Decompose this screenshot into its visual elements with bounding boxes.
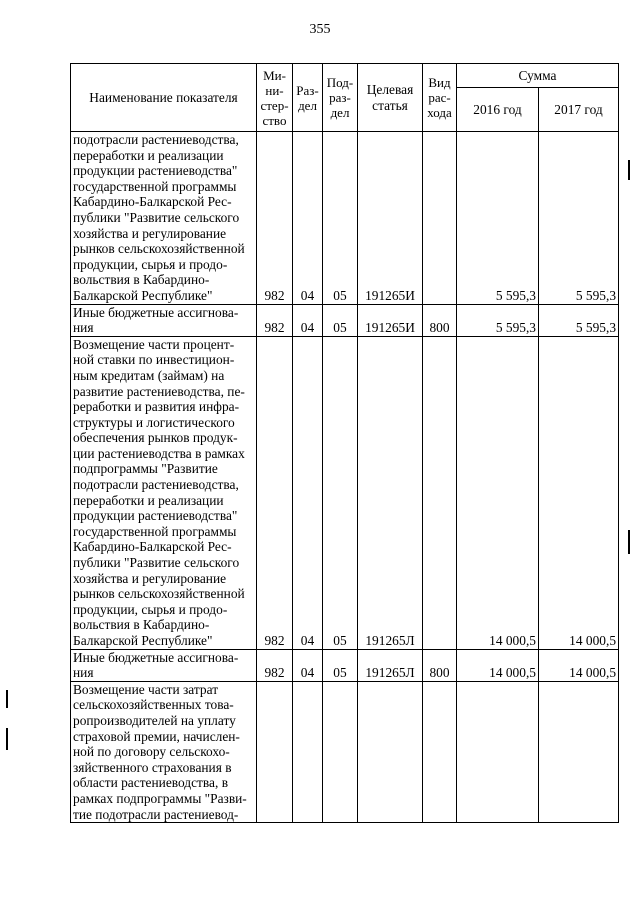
row-section: 04 (293, 336, 323, 649)
row-name: Возмещение части процент-ной ставки по инвестицион-ным кредитам (займам) на развитие растениеводства, пе-реработки и развития инфра-структуры и логистического обеспечения рынков продук-ции растениеводства в рамках подпрограммы "Развитие подотрасли растениеводства, переработки и реализации продукции растениеводства" государственной программы Кабардино-Балкарской Рес-публики "Развитие сельского хозяйства и регулирование рынков сельскохозяйственной продукции, сырья и продо-вольствия в Кабардино-Балкарской Республике" (71, 336, 257, 649)
row-ministry: 982 (257, 132, 293, 305)
header-expense-type: Вид рас-хода (423, 64, 457, 132)
row-subsection: 05 (323, 649, 358, 681)
row-subsection: 05 (323, 336, 358, 649)
row-amount-2016: 5 595,3 (457, 304, 539, 336)
row-amount-2017: 5 595,3 (539, 132, 619, 305)
scan-mark (6, 728, 8, 750)
header-section: Раз-дел (293, 64, 323, 132)
page-number: 355 (309, 22, 331, 37)
row-expense-type: 800 (423, 649, 457, 681)
row-target-article (358, 681, 423, 822)
header-subsection: Под-раз-дел (323, 64, 358, 132)
row-ministry: 982 (257, 649, 293, 681)
header-target-article: Целевая статья (358, 64, 423, 132)
header-ministry: Ми-ни-стер-ство (257, 64, 293, 132)
row-expense-type (423, 132, 457, 305)
row-ministry (257, 681, 293, 822)
row-ministry: 982 (257, 304, 293, 336)
row-amount-2017: 14 000,5 (539, 336, 619, 649)
row-amount-2017: 5 595,3 (539, 304, 619, 336)
row-name: подотрасли растениеводства, переработки и реализации продукции растениеводства" государственной программы Кабардино-Балкарской Рес-публики "Развитие сельского хозяйства и регулирование рынков сельскохозяйственной продукции, сырья и продо-вольствия в Кабардино-Балкарской Республике" (71, 132, 257, 305)
row-amount-2017 (539, 681, 619, 822)
row-amount-2016: 5 595,3 (457, 132, 539, 305)
row-section (293, 681, 323, 822)
row-name: Иные бюджетные ассигнова-ния (71, 304, 257, 336)
scan-mark (6, 690, 8, 708)
row-amount-2016 (457, 681, 539, 822)
row-target-article: 191265И (358, 132, 423, 305)
row-expense-type (423, 681, 457, 822)
budget-table (70, 63, 619, 823)
header-year-2017: 2017 год (539, 88, 619, 132)
scan-mark (628, 160, 630, 180)
row-subsection: 05 (323, 304, 358, 336)
table-row (71, 649, 619, 681)
header-name: Наименование показателя (71, 64, 257, 132)
row-amount-2016: 14 000,5 (457, 649, 539, 681)
table-row (71, 304, 619, 336)
row-expense-type: 800 (423, 304, 457, 336)
scan-mark (628, 530, 630, 554)
header-sum: Сумма (457, 64, 619, 88)
row-section: 04 (293, 649, 323, 681)
row-section: 04 (293, 132, 323, 305)
row-target-article: 191265Л (358, 336, 423, 649)
row-name: Иные бюджетные ассигнова-ния (71, 649, 257, 681)
row-ministry: 982 (257, 336, 293, 649)
row-subsection: 05 (323, 132, 358, 305)
row-target-article: 191265Л (358, 649, 423, 681)
header-year-2016: 2016 год (457, 88, 539, 132)
row-section: 04 (293, 304, 323, 336)
row-subsection (323, 681, 358, 822)
table-row (71, 681, 619, 822)
row-amount-2017: 14 000,5 (539, 649, 619, 681)
row-expense-type (423, 336, 457, 649)
row-target-article: 191265И (358, 304, 423, 336)
row-name: Возмещение части затрат сельскохозяйственных това-ропроизводителей на уплату страховой премии, начислен-ной по договору сельскохо-зяйственного страхования в области растениеводства, в рамках подпрограммы "Разви-тие подотрасли растениевод- (71, 681, 257, 822)
row-amount-2016: 14 000,5 (457, 336, 539, 649)
table-row (71, 132, 619, 305)
table-row (71, 336, 619, 649)
